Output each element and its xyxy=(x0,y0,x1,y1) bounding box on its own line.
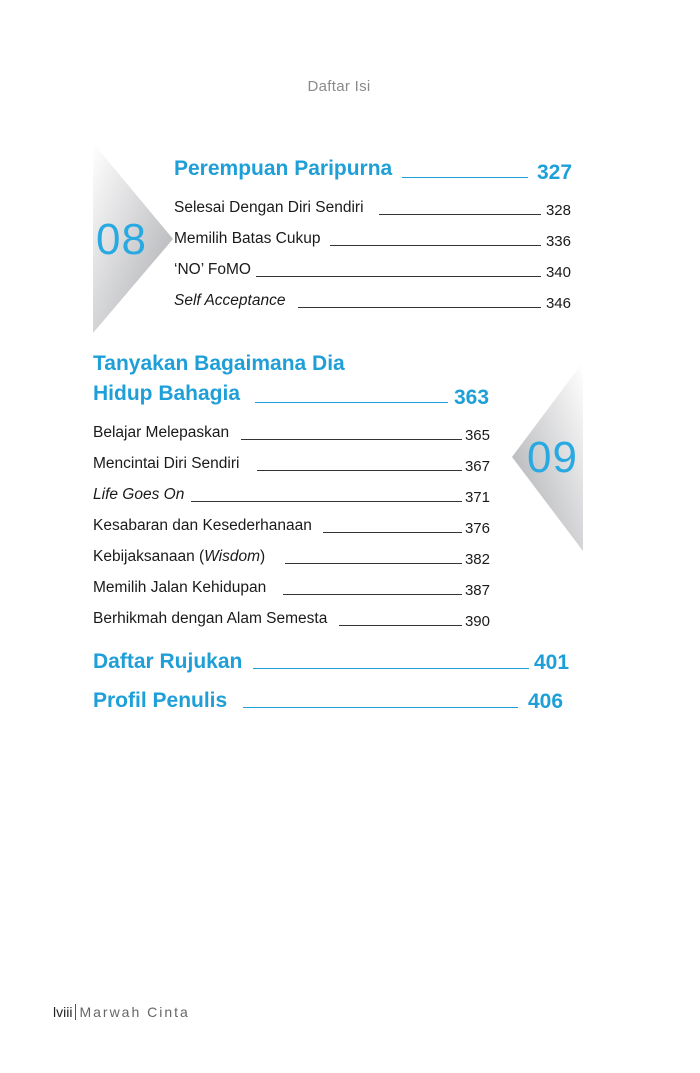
entry-page: 336 xyxy=(545,233,571,250)
entry-title: Belajar Melepaskan xyxy=(93,424,230,441)
leader-line xyxy=(241,439,462,440)
backmatter-title-rujukan[interactable]: Daftar Rujukan xyxy=(93,650,243,673)
backmatter-page-rujukan: 401 xyxy=(534,651,570,674)
toc-entry[interactable] xyxy=(93,422,490,444)
backmatter-leader xyxy=(243,707,518,708)
entry-page: 382 xyxy=(464,551,490,568)
chapter-09-page: 363 xyxy=(454,386,490,409)
leader-line xyxy=(339,625,462,626)
entry-page: 367 xyxy=(464,458,490,475)
chapter-08-leader xyxy=(402,177,528,178)
chapter-08-page: 327 xyxy=(537,161,573,184)
entry-page: 376 xyxy=(464,520,490,537)
entry-title: ‘NO’ FoMO xyxy=(174,261,251,278)
footer-book-title: Marwah Cinta xyxy=(79,1004,190,1020)
leader-line xyxy=(379,214,541,215)
page-footer xyxy=(53,1004,190,1020)
footer-page-number: lviii xyxy=(53,1004,73,1020)
backmatter-title-profil[interactable]: Profil Penulis xyxy=(93,689,228,712)
leader-line xyxy=(330,245,541,246)
toc-entry[interactable] xyxy=(174,228,571,250)
entry-page: 328 xyxy=(545,202,571,219)
entry-title: Mencintai Diri Sendiri xyxy=(93,455,240,472)
leader-line xyxy=(256,276,541,277)
toc-entry[interactable] xyxy=(93,577,490,599)
entry-title: Memilih Batas Cukup xyxy=(174,230,321,247)
entry-title: Self Acceptance xyxy=(174,292,286,309)
backmatter-page-profil: 406 xyxy=(528,690,564,713)
toc-entry[interactable] xyxy=(93,515,490,537)
entry-title-italic: Wisdom xyxy=(204,548,261,565)
leader-line xyxy=(285,563,462,564)
entry-title-part: Kebijaksanaan ( xyxy=(93,548,205,565)
chapter-09-leader xyxy=(255,402,448,403)
toc-entry[interactable] xyxy=(93,608,490,630)
entry-page: 340 xyxy=(545,264,571,281)
entry-title: Berhikmah dengan Alam Semesta xyxy=(93,610,328,627)
chapter-09-title-line2[interactable]: Hidup Bahagia xyxy=(93,382,241,405)
entry-page: 390 xyxy=(464,613,490,630)
toc-entry[interactable] xyxy=(93,546,490,568)
entry-title: Memilih Jalan Kehidupan xyxy=(93,579,267,596)
toc-entry[interactable] xyxy=(174,290,571,312)
entry-title: Life Goes On xyxy=(93,486,185,503)
page-header: Daftar Isi xyxy=(307,78,371,95)
footer-divider xyxy=(75,1004,76,1020)
leader-line xyxy=(191,501,462,502)
entry-page: 346 xyxy=(545,295,571,312)
leader-line xyxy=(298,307,541,308)
toc-entry[interactable] xyxy=(93,453,490,475)
entry-page: 371 xyxy=(464,489,490,506)
entry-title xyxy=(93,548,265,566)
chapter-09-title-line1[interactable]: Tanyakan Bagaimana Dia xyxy=(93,352,345,375)
leader-line xyxy=(283,594,462,595)
backmatter-leader xyxy=(253,668,529,669)
toc-entry[interactable] xyxy=(174,197,571,219)
entry-page: 387 xyxy=(464,582,490,599)
leader-line xyxy=(257,470,462,471)
chapter-08-title[interactable]: Perempuan Paripurna xyxy=(174,157,393,180)
entry-title: Selesai Dengan Diri Sendiri xyxy=(174,199,364,216)
entry-page: 365 xyxy=(464,427,490,444)
toc-entry[interactable] xyxy=(174,259,571,281)
leader-line xyxy=(323,532,462,533)
chapter-08-number: 08 xyxy=(96,215,147,264)
entry-title-part: ) xyxy=(260,548,266,565)
chapter-09-number: 09 xyxy=(527,433,578,482)
toc-entry[interactable] xyxy=(93,484,490,506)
entry-title: Kesabaran dan Kesederhanaan xyxy=(93,517,312,534)
